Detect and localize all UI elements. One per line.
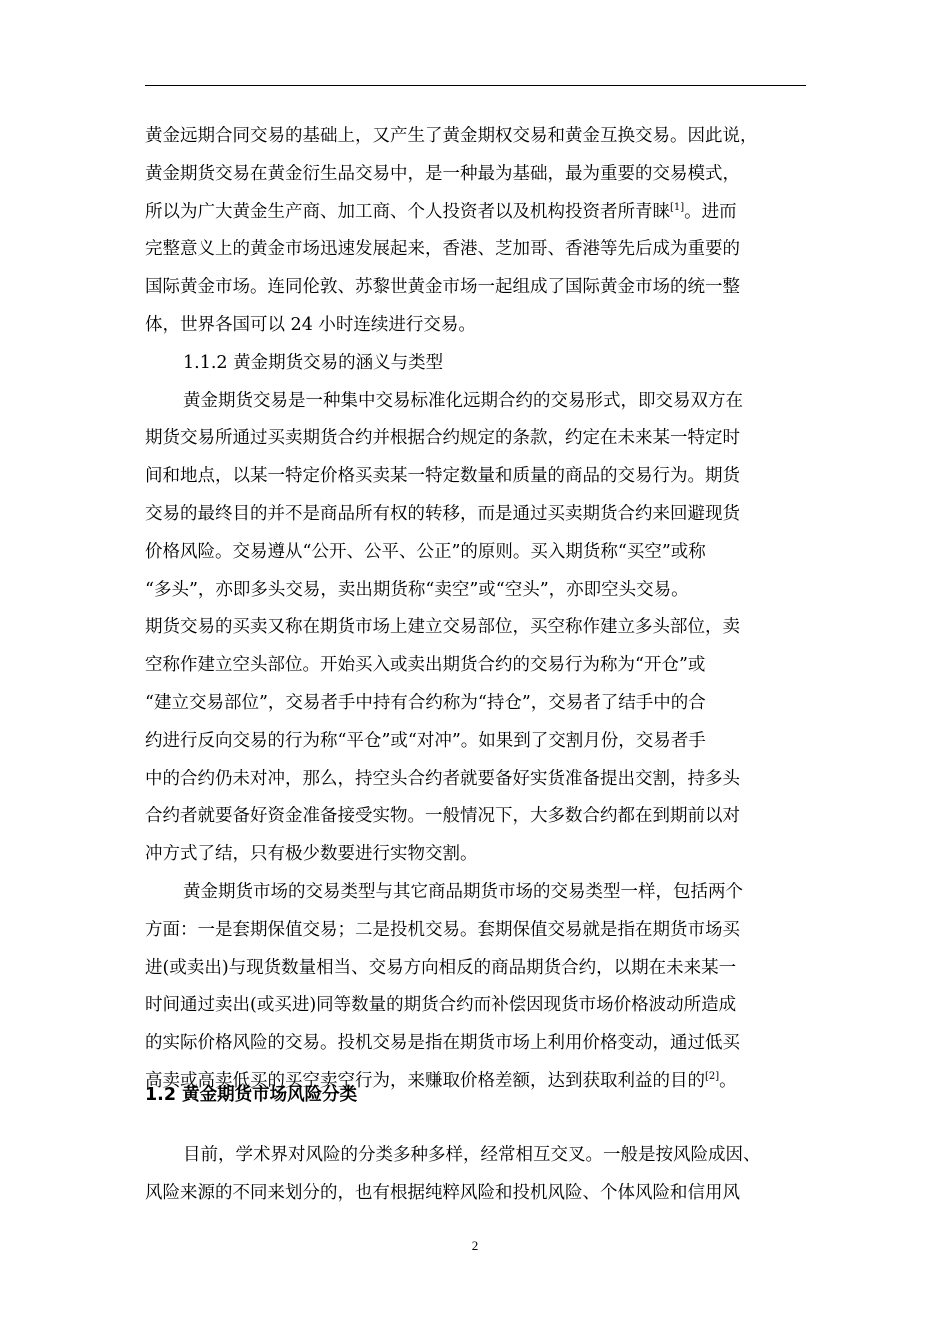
section-heading: 1.2 黄金期货市场风险分类 bbox=[145, 1085, 358, 1105]
paragraph-line-tail: 。进而 bbox=[684, 201, 737, 222]
paragraph-line: 期货交易的买卖又称在期货市场上建立交易部位，买空称作建立多头部位，卖 bbox=[145, 617, 740, 638]
paragraph-line: 中的合约仍未对冲，那么，持空头合约者就要备好实货准备提出交割，持多头 bbox=[145, 768, 740, 789]
paragraph-line: 冲方式了结，只有极少数要进行实物交割。 bbox=[145, 844, 478, 865]
paragraph-line: 完整意义上的黄金市场迅速发展起来，香港、芝加哥、香港等先后成为重要的 bbox=[145, 239, 740, 260]
paragraph-line-text: 高卖或高卖低买的买空卖空行为，来赚取价格差额，达到获取利益的目的 bbox=[145, 1070, 705, 1091]
paragraph-line: “建立交易部位”，交易者手中持有合约称为“持仓”，交易者了结手中的合 bbox=[145, 692, 706, 713]
paragraph-line: 合约者就要备好资金准备接受实物。一般情况下，大多数合约都在到期前以对 bbox=[145, 806, 740, 827]
paragraph-line: 黄金远期合同交易的基础上，又产生了黄金期权交易和黄金互换交易。因此说， bbox=[145, 126, 758, 146]
paragraph-line: 黄金期货市场的交易类型与其它商品期货市场的交易类型一样，包括两个 bbox=[183, 881, 743, 902]
paragraph-line: 交易的最终目的并不是商品所有权的转移，而是通过买卖期货合约来回避现货 bbox=[145, 503, 740, 524]
paragraph-line-text: 所以为广大黄金生产商、加工商、个人投资者以及机构投资者所青睐 bbox=[145, 201, 670, 222]
paragraph-line-tail: 。 bbox=[719, 1070, 737, 1091]
paragraph-line: 间和地点，以某一特定价格买卖某一特定数量和质量的商品的交易行为。期货 bbox=[145, 466, 740, 487]
body-text-continued bbox=[145, 1137, 806, 1213]
page-number: 2 bbox=[471, 1238, 479, 1253]
paragraph-line: 体，世界各国可以 24 小时连续进行交易。 bbox=[145, 314, 476, 335]
paragraph-line bbox=[145, 194, 806, 232]
paragraph-line: 方面：一是套期保值交易；二是投机交易。套期保值交易就是指在期货市场买 bbox=[145, 919, 740, 940]
body-text bbox=[145, 118, 806, 1101]
subheading: 1.1.2 黄金期货交易的涵义与类型 bbox=[183, 352, 444, 373]
paragraph-line: 期货交易所通过买卖期货合约并根据合约规定的条款，约定在未来某一特定时 bbox=[145, 428, 740, 449]
paragraph-line: 黄金期货交易在黄金衍生品交易中，是一种最为基础，最为重要的交易模式， bbox=[145, 163, 740, 184]
paragraph-line: 约进行反向交易的行为称“平仓”或“对冲”。如果到了交割月份，交易者手 bbox=[145, 730, 706, 751]
citation-ref-1: [1] bbox=[670, 201, 685, 213]
paragraph-line: 国际黄金市场。连同伦敦、苏黎世黄金市场一起组成了国际黄金市场的统一整 bbox=[145, 277, 740, 298]
header-rule bbox=[145, 85, 806, 86]
paragraph-line: 进(或卖出)与现货数量相当、交易方向相反的商品期货合约，以期在未来某一 bbox=[145, 957, 737, 978]
paragraph-line: 空称作建立空头部位。开始买入或卖出期货合约的交易行为称为“开仓”或 bbox=[145, 655, 706, 676]
citation-ref-2: [2] bbox=[705, 1070, 720, 1082]
paragraph-line: “多头”，亦即多头交易，卖出期货称“卖空”或“空头”，亦即空头交易。 bbox=[145, 579, 689, 600]
paragraph-line: 价格风险。交易遵从“公开、公平、公正”的原则。买入期货称“买空”或称 bbox=[145, 541, 706, 562]
paragraph-line: 时间通过卖出(或买进)同等数量的期货合约而补偿因现货市场价格波动所造成 bbox=[145, 995, 737, 1016]
paragraph-line: 风险来源的不同来划分的，也有根据纯粹风险和投机风险、个体风险和信用风 bbox=[145, 1182, 740, 1203]
paragraph-line: 的实际价格风险的交易。投机交易是指在期货市场上利用价格变动，通过低买 bbox=[145, 1033, 740, 1054]
paragraph-line: 目前，学术界对风险的分类多种多样，经常相互交叉。一般是按风险成因、 bbox=[183, 1145, 761, 1165]
paragraph-line: 黄金期货交易是一种集中交易标准化远期合约的交易形式，即交易双方在 bbox=[183, 390, 743, 411]
